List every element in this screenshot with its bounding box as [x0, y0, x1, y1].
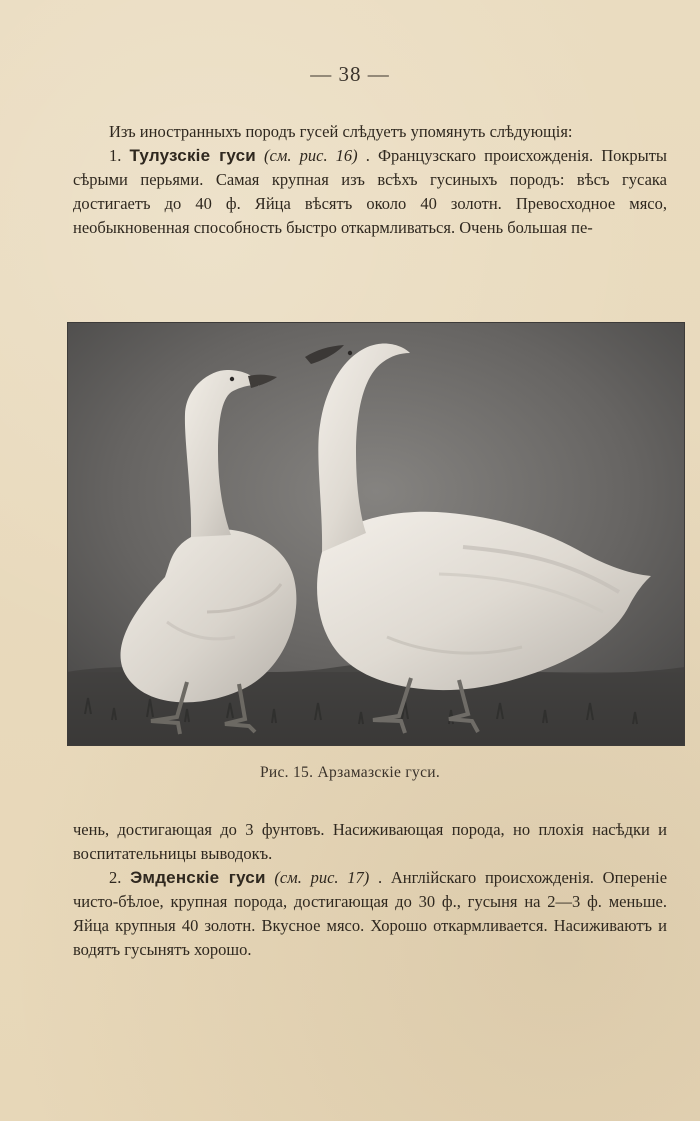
item-1-description: . Французскаго происхожденія. Покрыты сѣрыми перьями. Самая крупная изъ всѣхъ гусиныхъ породъ: вѣсъ гусака достигаетъ до 40 ф. Яйца вѣсятъ около 40 золотн. Превосходное мясо, необыкновенная способность быстро откармливаться. Очень большая пе-: [73, 146, 668, 237]
figure-image-frame: [67, 322, 685, 746]
item-2-description: . Англійскаго происхожденія. Опереніе чисто-бѣлое, крупная порода, достигающая до 30 ф., гусыня на 2—3 ф. меньше. Яйца крупныя 40 золотн. Вкусное мясо. Хорошо откармливается. Насиживаютъ и водятъ гусынятъ хорошо.: [73, 868, 668, 959]
text-block-bottom: [73, 818, 667, 962]
item-1-figure-reference: (см. рис. 16): [264, 146, 358, 165]
item-2-breed-name: Эмденскіе гуси: [130, 868, 266, 887]
continuation-paragraph: чень, достигающая до 3 фунтовъ. Насиживающая порода, но плохія насѣдки и воспитательницы выводокъ.: [73, 820, 667, 863]
goose-photo-icon: [67, 322, 685, 746]
page-number: — 38 —: [310, 62, 390, 86]
figure-15: [67, 322, 685, 746]
text-block-top: [73, 120, 667, 240]
figure-caption: Рис. 15. Арзамазскіе гуси.: [259, 764, 441, 781]
intro-paragraph: Изъ иностранныхъ породъ гусей слѣдуетъ упомянуть слѣдующія:: [109, 122, 573, 141]
item-2-paragraph: [73, 866, 667, 962]
item-1-breed-name: Тулузскіе гуси: [129, 146, 256, 165]
item-2-figure-reference: (см. рис. 17): [274, 868, 370, 887]
item-2-number: 2.: [109, 868, 131, 887]
item-1-paragraph: [73, 144, 667, 240]
item-1-number: 1.: [109, 146, 130, 165]
